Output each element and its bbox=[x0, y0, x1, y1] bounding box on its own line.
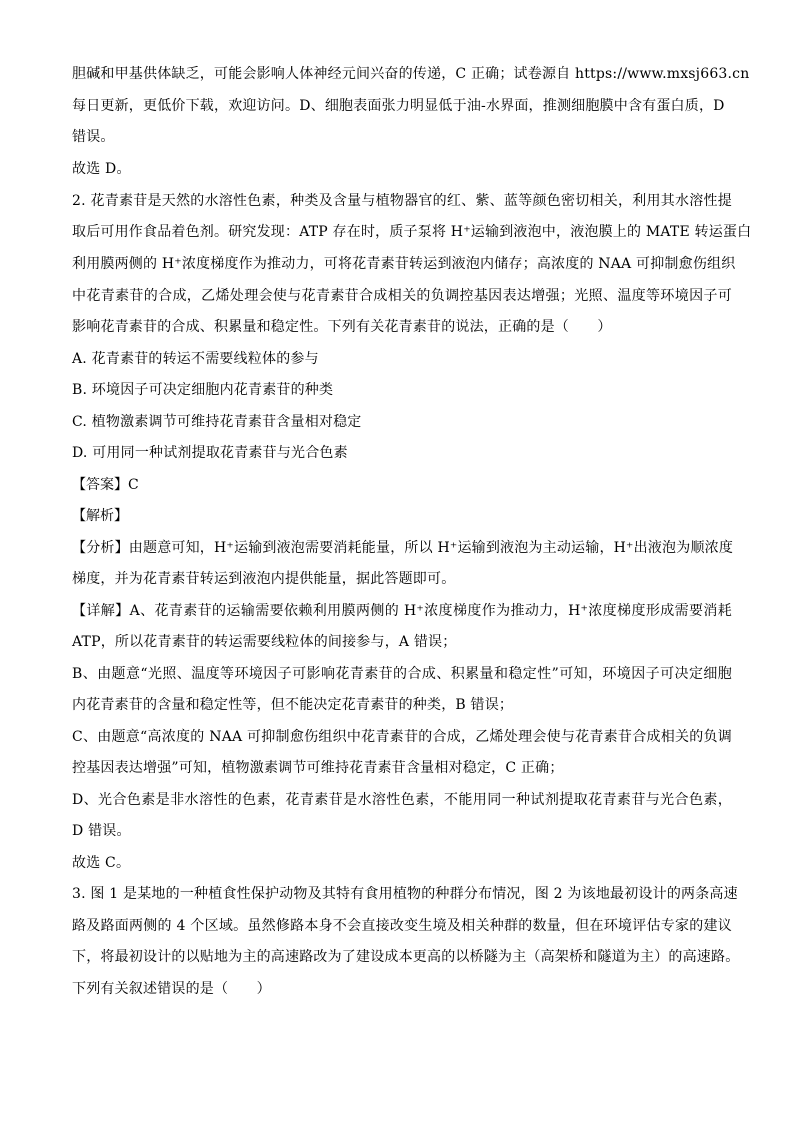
q2-stem-line-2: 取后可用作食品着色剂。研究发现：ATP 存在时，质子泵将 H⁺运输到液泡中，液泡膜上的 MATE 转运蛋白 bbox=[72, 224, 752, 240]
q3-stem-line-2: 路及路面两侧的 4 个区域。虽然修路本身不会直接改变生境及相关种群的数量，但在环境评估专家的建议 bbox=[72, 918, 732, 934]
q2-stem-line-1: 2. 花青素苷是天然的水溶性色素，种类及含量与植物器官的红、紫、蓝等颜色密切相关，利用其水溶性提 bbox=[72, 193, 732, 209]
q1-choice-line: 故选 D。 bbox=[72, 161, 131, 177]
q2-choice-line: 故选 C。 bbox=[72, 855, 131, 871]
q2-detail-line-4: 内花青素苷的含量和稳定性等，但不能决定花青素苷的种类，B 错误； bbox=[72, 697, 514, 713]
q2-answer: 【答案】C bbox=[72, 477, 139, 493]
q1-tail-line-3: 错误。 bbox=[72, 129, 115, 145]
q1-tail-line-1: 胆碱和甲基供体缺乏，可能会影响人体神经元间兴奋的传递，C 正确；试卷源自 https://www.mxsj663.cn bbox=[72, 66, 750, 82]
q2-option-d: D. 可用同一种试剂提取花青素苷与光合色素 bbox=[72, 445, 348, 461]
q2-fenxi-line-1: 【分析】由题意可知，H⁺运输到液泡需要消耗能量，所以 H⁺运输到液泡为主动运输，H⁺出液泡为顺浓度 bbox=[72, 540, 734, 556]
q2-option-c: C. 植物激素调节可维持花青素苷含量相对稳定 bbox=[72, 414, 362, 430]
q2-stem-line-3: 利用膜两侧的 H⁺浓度梯度作为推动力，可将花青素苷转运到液泡内储存；高浓度的 NAA 可抑制愈伤组织 bbox=[72, 256, 736, 272]
q2-detail-line-5: C、由题意“高浓度的 NAA 可抑制愈伤组织中花青素苷的合成，乙烯处理会使与花青素苷合成相关的负调 bbox=[72, 729, 732, 745]
q2-analysis-heading: 【解析】 bbox=[72, 508, 128, 524]
q2-stem-line-5: 影响花青素苷的合成、积累量和稳定性。下列有关花青素苷的说法，正确的是（ ） bbox=[72, 319, 612, 335]
q2-detail-line-7: D、光合色素是非水溶性的色素，花青素苷是水溶性色素，不能用同一种试剂提取花青素苷与光合色素， bbox=[72, 792, 732, 808]
q2-detail-line-8: D 错误。 bbox=[72, 823, 131, 839]
q2-stem-line-4: 中花青素苷的合成，乙烯处理会使与花青素苷合成相关的负调控基因表达增强；光照、温度等环境因子可 bbox=[72, 288, 732, 304]
q1-tail-line-2: 每日更新，更低价下载，欢迎访问。D、细胞表面张力明显低于油-水界面，推测细胞膜中含有蛋白质，D bbox=[72, 98, 725, 114]
q2-detail-line-6: 控基因表达增强”可知，植物激素调节可维持花青素苷含量相对稳定，C 正确； bbox=[72, 760, 564, 776]
q2-option-b: B. 环境因子可决定细胞内花青素苷的种类 bbox=[72, 382, 334, 398]
q2-option-a: A. 花青素苷的转运不需要线粒体的参与 bbox=[72, 351, 319, 367]
q2-detail-line-2: ATP，所以花青素苷的转运需要线粒体的间接参与，A 错误； bbox=[72, 634, 457, 650]
q2-detail-line-3: B、由题意“光照、温度等环境因子可影响花青素苷的合成、积累量和稳定性”可知，环境因子可决定细胞 bbox=[72, 666, 732, 682]
q2-detail-line-1: 【详解】A、花青素苷的运输需要依赖利用膜两侧的 H⁺浓度梯度作为推动力，H⁺浓度梯度形成需要消耗 bbox=[72, 603, 732, 619]
q3-stem-line-3: 下，将最初设计的以贴地为主的高速路改为了建设成本更高的以桥隧为主（高架桥和隧道为主）的高速路。 bbox=[72, 949, 740, 965]
q3-stem-line-4: 下列有关叙述错误的是（ ） bbox=[72, 981, 271, 997]
q2-fenxi-line-2: 梯度，并为花青素苷转运到液泡内提供能量，据此答题即可。 bbox=[72, 571, 456, 587]
q3-stem-line-1: 3. 图 1 是某地的一种植食性保护动物及其特有食用植物的种群分布情况，图 2 为该地最初设计的两条高速 bbox=[72, 886, 738, 902]
